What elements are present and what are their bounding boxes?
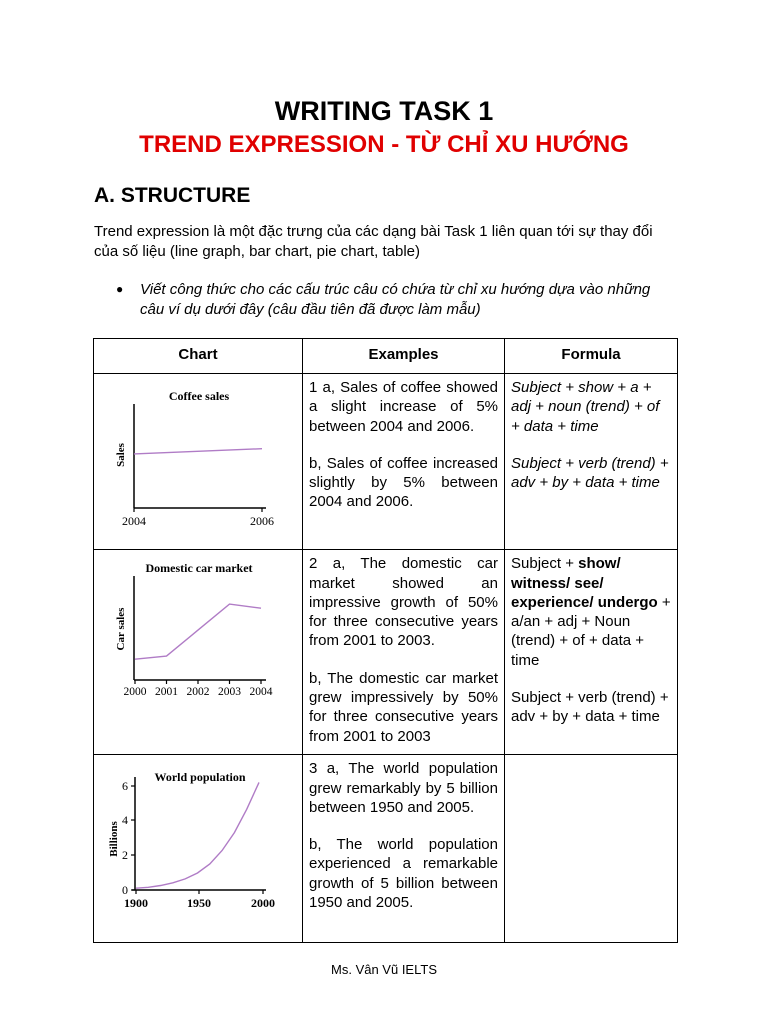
x-tick-label: 1950 (187, 896, 211, 911)
chart-title: Domestic car market (145, 561, 253, 576)
example-b: b, The world population experienced a remarkable growth of 5 billion between 1950 and 2005. (309, 836, 498, 912)
world-population-chart (94, 755, 301, 915)
section-heading: A. STRUCTURE (94, 184, 251, 207)
car-market-chart (94, 550, 301, 700)
formula-verbs: show/ witness/ see/ experience/ undergo (511, 555, 658, 611)
formula-cell (505, 550, 678, 755)
table-header-row (94, 339, 678, 374)
page-title: WRITING TASK 1 (274, 96, 494, 126)
y-tick-label: 2 (122, 848, 128, 863)
header-chart: Chart (94, 339, 303, 374)
series-line (135, 604, 261, 659)
structure-table (93, 338, 678, 943)
formula-prefix: Subject + (511, 555, 579, 573)
formula-suffix: + a/an + adj + Noun (trend) + of + data + time (511, 593, 671, 669)
chart-title: World population (154, 770, 246, 785)
chart-cell (94, 550, 303, 755)
x-tick-label: 2001 (155, 686, 178, 699)
y-axis-label: Car sales (115, 607, 127, 651)
formula-cell (505, 755, 678, 943)
x-tick-label: 2004 (122, 514, 146, 528)
chart-cell (94, 755, 303, 943)
formula-a: Subject + show + a + adj + noun (trend) + of + data + time (511, 379, 660, 435)
formula-a (511, 554, 671, 670)
bullet-icon: ● (116, 282, 124, 296)
table-row (94, 374, 678, 550)
table-row (94, 550, 678, 755)
x-tick-label: 1900 (124, 896, 148, 911)
x-tick-label: 2000 (123, 686, 147, 699)
formula-b: Subject + verb (trend) + adv + by + data + time (511, 689, 669, 726)
page-footer: Ms. Vân Vũ IELTS (331, 962, 437, 977)
chart-title: Coffee sales (168, 389, 230, 403)
intro-paragraph: Trend expression là một đặc trưng của các dạng bài Task 1 liên quan tới sự thay đổi của số liệu (line graph, bar chart, pie chart, table) (94, 223, 653, 260)
chart-cell (94, 374, 303, 550)
series-line (134, 449, 262, 454)
y-axis-label: Sales (115, 443, 127, 467)
examples-cell (303, 755, 505, 943)
example-a: 1 a, Sales of coffee showed a slight increase of 5% between 2004 and 2006. (309, 379, 498, 435)
examples-cell (303, 374, 505, 550)
table-row (94, 755, 678, 943)
header-examples: Examples (303, 339, 505, 374)
example-a: 3 a, The world population grew remarkably by 5 billion between 1950 and 2005. (309, 760, 498, 816)
x-tick-label: 2000 (251, 896, 275, 911)
y-tick-label: 0 (122, 883, 128, 898)
x-tick-label: 2006 (250, 514, 274, 528)
instruction-text: Viết công thức cho các cấu trúc câu có chứa từ chỉ xu hướng dựa vào những câu ví dụ dưới đây (câu đầu tiên đã được làm mẫu) (140, 281, 651, 318)
x-tick-label: 2003 (218, 686, 241, 699)
examples-cell (303, 550, 505, 755)
x-tick-label: 2002 (186, 686, 210, 699)
example-b: b, Sales of coffee increased slightly by 5% between 2004 and 2006. (309, 454, 498, 511)
page-subtitle: TREND EXPRESSION - TỪ CHỈ XU HƯỚNG (139, 131, 629, 158)
x-tick-label: 2004 (249, 686, 273, 699)
example-b: b, The domestic car market grew impressively by 50% for three consecutive years from 2001 to 2003 (309, 669, 498, 745)
formula-cell (505, 374, 678, 550)
series-line (136, 783, 259, 889)
instruction-bullet (116, 280, 678, 319)
y-axis-label: Billions (108, 821, 120, 858)
header-formula: Formula (505, 339, 678, 374)
y-tick-label: 6 (122, 779, 128, 794)
y-tick-label: 4 (122, 813, 128, 828)
formula-b: Subject + verb (trend) + adv + by + data + time (511, 454, 669, 492)
coffee-sales-chart (94, 374, 301, 544)
example-a: 2 a, The domestic car market showed an impressive growth of 50% for three consecutive years from 2001 to 2003. (309, 555, 498, 650)
